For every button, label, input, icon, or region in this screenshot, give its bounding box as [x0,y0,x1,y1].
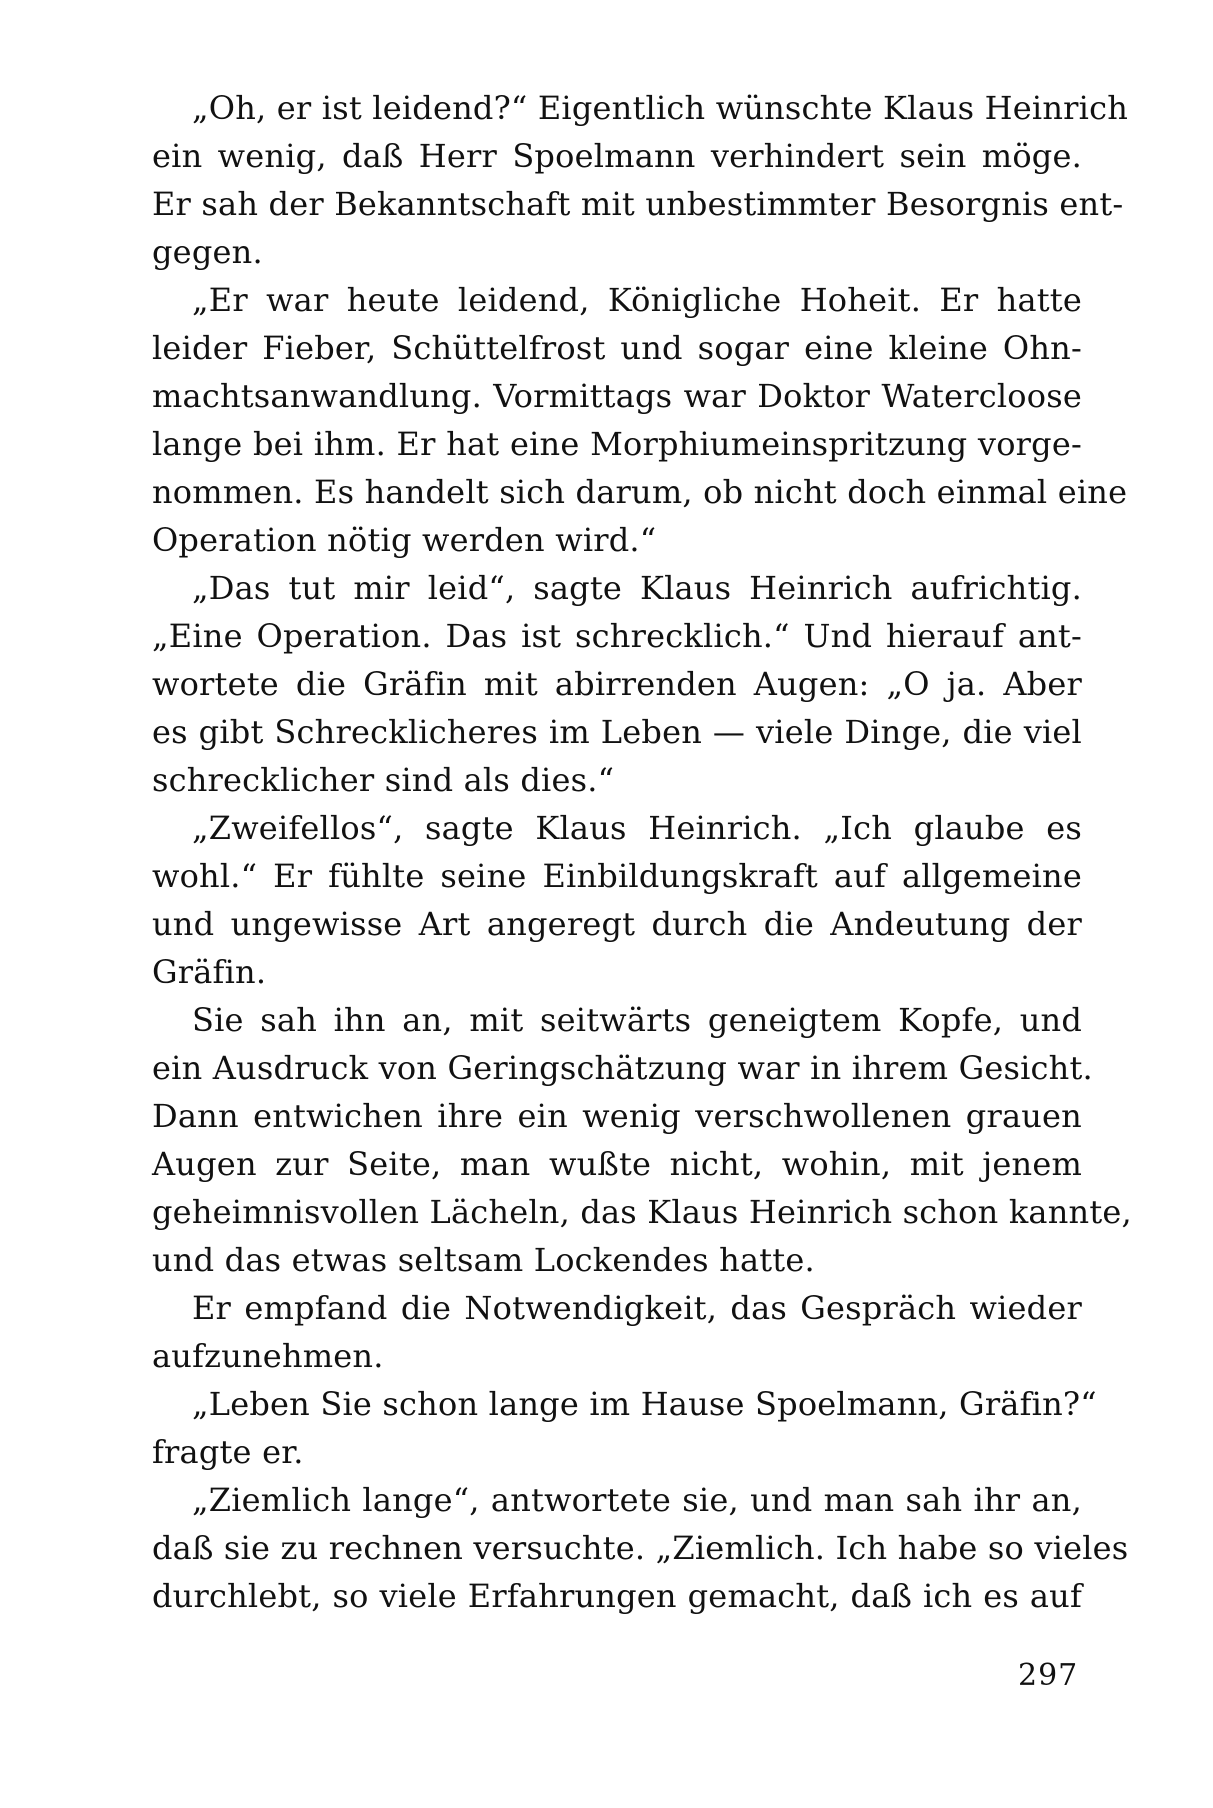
text-line: nommen. Es handelt sich darum, ob nicht doch einmal eine [152,473,1128,511]
text-line: daß sie zu rechnen versuchte. „Ziemlich. Ich habe so vieles [152,1529,1129,1567]
text-line: leider Fieber, Schüttelfrost und sogar eine kleine Ohn- [152,329,1082,367]
text-line: und ungewisse Art angeregt durch die Andeutung der [152,905,1082,943]
text-line: es gibt Schrecklicheres im Leben — viele Dinge, die viel [152,713,1082,751]
text-line: gegen. [152,233,263,271]
text-line: geheimnisvollen Lächeln, das Klaus Heinrich schon kannte, [152,1193,1132,1231]
text-line: „Das tut mir leid“, sagte Klaus Heinrich aufrichtig. [192,569,1082,607]
text-line: ein wenig, daß Herr Spoelmann verhindert sein möge. [152,137,1082,175]
text-line: Er sah der Bekanntschaft mit unbestimmter Besorgnis ent- [152,185,1124,223]
text-line: Dann entwichen ihre ein wenig verschwollenen grauen [152,1097,1082,1135]
text-line: machtsanwandlung. Vormittags war Doktor Watercloose [152,377,1082,415]
text-line: „Eine Operation. Das ist schrecklich.“ Und hierauf ant- [152,617,1082,655]
text-line: Operation nötig werden wird.“ [152,521,657,559]
text-line: lange bei ihm. Er hat eine Morphiumeinspritzung vorge- [152,425,1082,463]
text-line: wortete die Gräfin mit abirrenden Augen: „O ja. Aber [152,665,1082,703]
text-line: wohl.“ Er fühlte seine Einbildungskraft auf allgemeine [152,857,1082,895]
text-line: „Er war heute leidend, Königliche Hoheit. Er hatte [192,281,1082,319]
text-line: „Zweifellos“, sagte Klaus Heinrich. „Ich glaube es [192,809,1082,847]
text-line: Gräfin. [152,953,267,991]
page-number: 297 [1018,1658,1079,1693]
text-line: ein Ausdruck von Geringschätzung war in ihrem Gesicht. [152,1049,1093,1087]
text-line: und das etwas seltsam Lockendes hatte. [152,1241,815,1279]
text-line: aufzunehmen. [152,1337,384,1375]
text-line: Augen zur Seite, man wußte nicht, wohin, mit jenem [152,1145,1082,1183]
text-line: schrecklicher sind als dies.“ [152,761,615,799]
text-line: „Leben Sie schon lange im Hause Spoelmann, Gräfin?“ [192,1385,1097,1423]
text-line: Sie sah ihn an, mit seitwärts geneigtem Kopfe, und [192,1001,1082,1039]
text-line: durchlebt, so viele Erfahrungen gemacht, daß ich es auf [152,1577,1082,1615]
text-line: Er empfand die Notwendigkeit, das Gespräch wieder [192,1289,1082,1327]
text-line: fragte er. [152,1433,304,1471]
body-text [152,84,1132,1620]
text-line: „Oh, er ist leidend?“ Eigentlich wünschte Klaus Heinrich [192,89,1129,127]
text-line: „Ziemlich lange“, antwortete sie, und man sah ihr an, [192,1481,1082,1519]
